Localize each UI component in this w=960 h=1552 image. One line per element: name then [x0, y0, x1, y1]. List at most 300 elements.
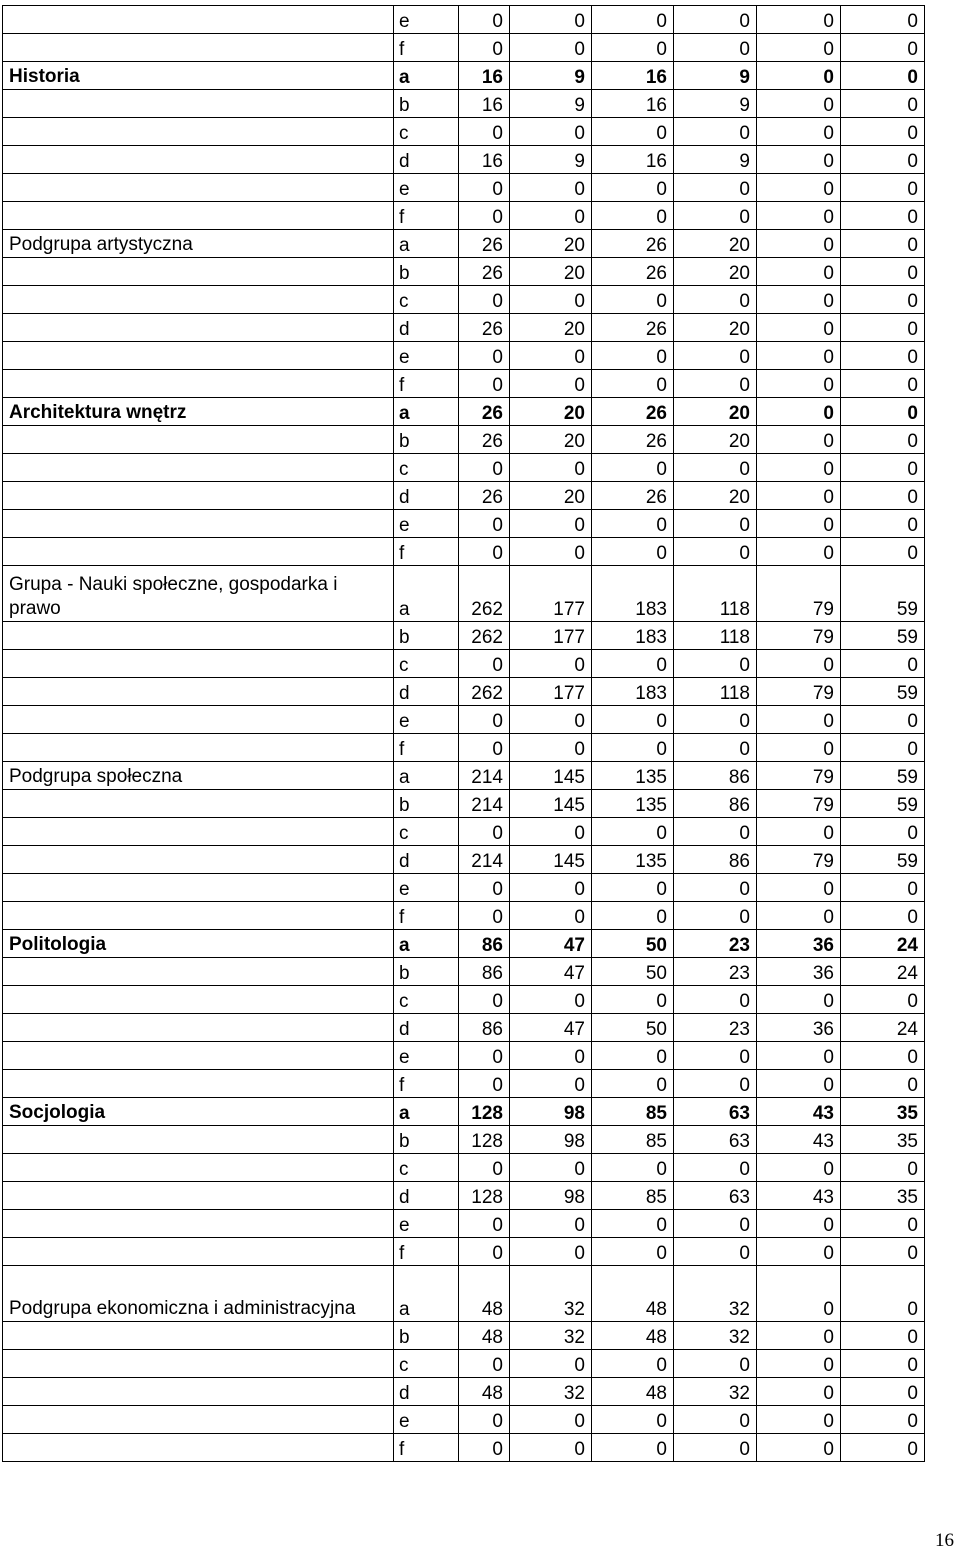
value-cell: 262 — [459, 566, 510, 622]
table-row — [3, 790, 925, 818]
row-label — [3, 1434, 394, 1462]
value-cell: 118 — [674, 622, 757, 650]
value-cell: 0 — [757, 650, 841, 678]
table-row — [3, 1126, 925, 1154]
value-cell: 0 — [592, 818, 674, 846]
row-letter: f — [394, 1238, 459, 1266]
row-letter: e — [394, 1406, 459, 1434]
value-cell: 0 — [459, 370, 510, 398]
table-row — [3, 874, 925, 902]
value-cell: 24 — [841, 958, 925, 986]
value-cell: 0 — [841, 902, 925, 930]
value-cell: 0 — [674, 1154, 757, 1182]
row-label — [3, 622, 394, 650]
row-letter: a — [394, 1266, 459, 1322]
value-cell: 0 — [841, 146, 925, 174]
value-cell: 20 — [510, 482, 592, 510]
table-row — [3, 1266, 925, 1322]
table-row — [3, 538, 925, 566]
value-cell: 0 — [510, 986, 592, 1014]
value-cell: 85 — [592, 1126, 674, 1154]
value-cell: 0 — [757, 1210, 841, 1238]
row-label — [3, 202, 394, 230]
row-label: Podgrupa ekonomiczna i administracyjna — [3, 1266, 394, 1322]
value-cell: 0 — [757, 230, 841, 258]
value-cell: 0 — [674, 1406, 757, 1434]
table-row — [3, 1406, 925, 1434]
value-cell: 0 — [841, 482, 925, 510]
value-cell: 0 — [459, 902, 510, 930]
value-cell: 26 — [459, 230, 510, 258]
value-cell: 0 — [757, 734, 841, 762]
value-cell: 0 — [757, 902, 841, 930]
value-cell: 98 — [510, 1126, 592, 1154]
table-row — [3, 314, 925, 342]
value-cell: 0 — [757, 706, 841, 734]
row-label — [3, 482, 394, 510]
value-cell: 0 — [841, 734, 925, 762]
value-cell: 0 — [459, 174, 510, 202]
value-cell: 0 — [592, 706, 674, 734]
value-cell: 0 — [510, 1210, 592, 1238]
table-row — [3, 482, 925, 510]
table-row — [3, 258, 925, 286]
value-cell: 177 — [510, 566, 592, 622]
value-cell: 0 — [510, 1154, 592, 1182]
value-cell: 79 — [757, 678, 841, 706]
row-letter: e — [394, 706, 459, 734]
value-cell: 0 — [757, 510, 841, 538]
value-cell: 0 — [841, 230, 925, 258]
table-row — [3, 202, 925, 230]
row-label — [3, 1322, 394, 1350]
table-row — [3, 1154, 925, 1182]
row-letter: a — [394, 1098, 459, 1126]
value-cell: 26 — [459, 482, 510, 510]
row-label — [3, 34, 394, 62]
row-letter: e — [394, 1210, 459, 1238]
value-cell: 0 — [592, 510, 674, 538]
value-cell: 26 — [592, 482, 674, 510]
value-cell: 85 — [592, 1182, 674, 1210]
table-row — [3, 1182, 925, 1210]
row-letter: e — [394, 6, 459, 34]
value-cell: 0 — [674, 454, 757, 482]
row-label — [3, 1154, 394, 1182]
value-cell: 0 — [757, 62, 841, 90]
row-letter: d — [394, 146, 459, 174]
value-cell: 183 — [592, 678, 674, 706]
table-row — [3, 118, 925, 146]
value-cell: 0 — [841, 258, 925, 286]
value-cell: 0 — [674, 1238, 757, 1266]
value-cell: 135 — [592, 790, 674, 818]
row-label — [3, 1350, 394, 1378]
row-letter: a — [394, 230, 459, 258]
table-row — [3, 930, 925, 958]
value-cell: 177 — [510, 678, 592, 706]
table-row — [3, 958, 925, 986]
value-cell: 0 — [841, 34, 925, 62]
value-cell: 0 — [510, 1434, 592, 1462]
value-cell: 36 — [757, 930, 841, 958]
value-cell: 20 — [510, 398, 592, 426]
value-cell: 0 — [592, 734, 674, 762]
value-cell: 43 — [757, 1126, 841, 1154]
value-cell: 0 — [592, 34, 674, 62]
value-cell: 9 — [674, 90, 757, 118]
table-row — [3, 650, 925, 678]
value-cell: 0 — [674, 902, 757, 930]
row-label: Politologia — [3, 930, 394, 958]
value-cell: 0 — [459, 342, 510, 370]
value-cell: 0 — [841, 510, 925, 538]
value-cell: 0 — [757, 370, 841, 398]
value-cell: 0 — [674, 286, 757, 314]
row-label — [3, 1210, 394, 1238]
value-cell: 0 — [592, 1070, 674, 1098]
table-row — [3, 174, 925, 202]
value-cell: 0 — [592, 1154, 674, 1182]
value-cell: 0 — [459, 706, 510, 734]
value-cell: 0 — [841, 1406, 925, 1434]
row-letter: f — [394, 202, 459, 230]
value-cell: 0 — [459, 1210, 510, 1238]
row-label — [3, 90, 394, 118]
value-cell: 0 — [459, 538, 510, 566]
value-cell: 0 — [757, 454, 841, 482]
value-cell: 26 — [459, 258, 510, 286]
value-cell: 0 — [592, 286, 674, 314]
row-letter: e — [394, 342, 459, 370]
value-cell: 32 — [510, 1378, 592, 1406]
value-cell: 0 — [592, 902, 674, 930]
row-letter: d — [394, 1182, 459, 1210]
row-letter: d — [394, 1378, 459, 1406]
value-cell: 0 — [674, 1350, 757, 1378]
row-label — [3, 146, 394, 174]
value-cell: 16 — [459, 90, 510, 118]
row-label — [3, 258, 394, 286]
value-cell: 32 — [510, 1266, 592, 1322]
value-cell: 50 — [592, 958, 674, 986]
value-cell: 0 — [841, 706, 925, 734]
row-letter: f — [394, 902, 459, 930]
row-label — [3, 958, 394, 986]
value-cell: 0 — [510, 34, 592, 62]
value-cell: 48 — [592, 1266, 674, 1322]
row-letter: f — [394, 34, 459, 62]
value-cell: 0 — [757, 1378, 841, 1406]
value-cell: 0 — [757, 538, 841, 566]
row-letter: d — [394, 1014, 459, 1042]
value-cell: 0 — [674, 734, 757, 762]
table-row — [3, 454, 925, 482]
value-cell: 0 — [674, 986, 757, 1014]
value-cell: 0 — [510, 370, 592, 398]
value-cell: 0 — [674, 874, 757, 902]
value-cell: 16 — [592, 90, 674, 118]
row-label — [3, 1378, 394, 1406]
table-row — [3, 1238, 925, 1266]
row-letter: d — [394, 846, 459, 874]
value-cell: 0 — [459, 1154, 510, 1182]
value-cell: 59 — [841, 678, 925, 706]
value-cell: 0 — [592, 342, 674, 370]
table-row — [3, 510, 925, 538]
value-cell: 47 — [510, 958, 592, 986]
value-cell: 0 — [674, 6, 757, 34]
value-cell: 9 — [674, 62, 757, 90]
table-row — [3, 706, 925, 734]
value-cell: 0 — [841, 874, 925, 902]
row-label — [3, 1406, 394, 1434]
value-cell: 26 — [459, 426, 510, 454]
value-cell: 43 — [757, 1182, 841, 1210]
table-row — [3, 902, 925, 930]
value-cell: 98 — [510, 1182, 592, 1210]
value-cell: 16 — [459, 146, 510, 174]
row-label — [3, 818, 394, 846]
row-letter: c — [394, 986, 459, 1014]
table-row — [3, 678, 925, 706]
value-cell: 48 — [592, 1378, 674, 1406]
value-cell: 0 — [510, 1042, 592, 1070]
row-letter: f — [394, 734, 459, 762]
value-cell: 24 — [841, 930, 925, 958]
row-letter: d — [394, 678, 459, 706]
value-cell: 0 — [757, 202, 841, 230]
value-cell: 98 — [510, 1098, 592, 1126]
row-label — [3, 986, 394, 1014]
value-cell: 0 — [674, 1042, 757, 1070]
value-cell: 0 — [757, 6, 841, 34]
row-letter: e — [394, 1042, 459, 1070]
row-label — [3, 1042, 394, 1070]
value-cell: 0 — [510, 650, 592, 678]
value-cell: 0 — [510, 706, 592, 734]
row-label — [3, 678, 394, 706]
value-cell: 0 — [592, 874, 674, 902]
row-letter: b — [394, 958, 459, 986]
value-cell: 0 — [459, 874, 510, 902]
value-cell: 20 — [674, 314, 757, 342]
table-row — [3, 762, 925, 790]
row-letter: b — [394, 258, 459, 286]
row-letter: c — [394, 818, 459, 846]
value-cell: 145 — [510, 790, 592, 818]
row-label — [3, 790, 394, 818]
value-cell: 0 — [592, 370, 674, 398]
row-label — [3, 174, 394, 202]
value-cell: 26 — [592, 258, 674, 286]
value-cell: 35 — [841, 1098, 925, 1126]
value-cell: 0 — [757, 1042, 841, 1070]
row-label — [3, 1014, 394, 1042]
value-cell: 135 — [592, 846, 674, 874]
value-cell: 0 — [841, 1154, 925, 1182]
table-row — [3, 146, 925, 174]
value-cell: 59 — [841, 762, 925, 790]
value-cell: 0 — [841, 174, 925, 202]
value-cell: 0 — [459, 6, 510, 34]
value-cell: 0 — [592, 1238, 674, 1266]
value-cell: 0 — [841, 1238, 925, 1266]
row-letter: c — [394, 118, 459, 146]
table-row — [3, 1014, 925, 1042]
value-cell: 0 — [841, 62, 925, 90]
value-cell: 79 — [757, 790, 841, 818]
table-row — [3, 1070, 925, 1098]
value-cell: 0 — [757, 986, 841, 1014]
value-cell: 16 — [592, 146, 674, 174]
row-label — [3, 538, 394, 566]
value-cell: 0 — [459, 1406, 510, 1434]
row-letter: a — [394, 762, 459, 790]
row-letter: b — [394, 426, 459, 454]
row-label — [3, 650, 394, 678]
table-row — [3, 1210, 925, 1238]
table-row — [3, 566, 925, 622]
value-cell: 0 — [510, 1238, 592, 1266]
value-cell: 0 — [674, 650, 757, 678]
row-label — [3, 510, 394, 538]
value-cell: 0 — [510, 874, 592, 902]
value-cell: 0 — [510, 902, 592, 930]
value-cell: 32 — [510, 1322, 592, 1350]
row-letter: c — [394, 1350, 459, 1378]
value-cell: 0 — [459, 34, 510, 62]
value-cell: 214 — [459, 846, 510, 874]
table-row — [3, 818, 925, 846]
value-cell: 50 — [592, 930, 674, 958]
value-cell: 0 — [757, 398, 841, 426]
value-cell: 26 — [592, 230, 674, 258]
value-cell: 0 — [674, 1210, 757, 1238]
table-row — [3, 90, 925, 118]
value-cell: 0 — [841, 538, 925, 566]
value-cell: 0 — [674, 118, 757, 146]
value-cell: 0 — [459, 1434, 510, 1462]
row-label — [3, 902, 394, 930]
value-cell: 20 — [674, 426, 757, 454]
value-cell: 48 — [592, 1322, 674, 1350]
row-label: Grupa - Nauki społeczne, gospodarka i prawo — [3, 566, 394, 622]
value-cell: 0 — [674, 34, 757, 62]
row-label — [3, 426, 394, 454]
table-row — [3, 1378, 925, 1406]
value-cell: 85 — [592, 1098, 674, 1126]
value-cell: 0 — [592, 118, 674, 146]
row-label — [3, 706, 394, 734]
value-cell: 36 — [757, 958, 841, 986]
value-cell: 0 — [510, 6, 592, 34]
value-cell: 0 — [592, 6, 674, 34]
value-cell: 128 — [459, 1126, 510, 1154]
value-cell: 0 — [841, 1378, 925, 1406]
value-cell: 0 — [674, 370, 757, 398]
value-cell: 59 — [841, 790, 925, 818]
value-cell: 0 — [841, 1322, 925, 1350]
value-cell: 0 — [674, 706, 757, 734]
value-cell: 0 — [674, 1434, 757, 1462]
value-cell: 0 — [757, 174, 841, 202]
table-row — [3, 6, 925, 34]
value-cell: 20 — [510, 230, 592, 258]
value-cell: 0 — [841, 454, 925, 482]
value-cell: 0 — [674, 538, 757, 566]
table-row — [3, 986, 925, 1014]
table-row — [3, 34, 925, 62]
value-cell: 20 — [674, 482, 757, 510]
value-cell: 0 — [674, 202, 757, 230]
value-cell: 86 — [459, 930, 510, 958]
value-cell: 0 — [459, 1042, 510, 1070]
value-cell: 0 — [841, 986, 925, 1014]
value-cell: 118 — [674, 678, 757, 706]
row-label — [3, 454, 394, 482]
value-cell: 9 — [674, 146, 757, 174]
value-cell: 0 — [510, 818, 592, 846]
statistics-table — [2, 5, 925, 1462]
value-cell: 0 — [510, 1406, 592, 1434]
row-letter: f — [394, 538, 459, 566]
value-cell: 0 — [592, 538, 674, 566]
value-cell: 0 — [841, 1042, 925, 1070]
row-label: Architektura wnętrz — [3, 398, 394, 426]
row-label — [3, 1070, 394, 1098]
value-cell: 0 — [757, 118, 841, 146]
row-letter: d — [394, 314, 459, 342]
value-cell: 32 — [674, 1378, 757, 1406]
value-cell: 0 — [459, 650, 510, 678]
value-cell: 20 — [510, 314, 592, 342]
value-cell: 9 — [510, 146, 592, 174]
value-cell: 0 — [592, 986, 674, 1014]
value-cell: 23 — [674, 1014, 757, 1042]
value-cell: 79 — [757, 846, 841, 874]
value-cell: 0 — [592, 1406, 674, 1434]
value-cell: 0 — [510, 118, 592, 146]
value-cell: 63 — [674, 1098, 757, 1126]
value-cell: 0 — [757, 90, 841, 118]
row-label — [3, 1182, 394, 1210]
value-cell: 16 — [592, 62, 674, 90]
value-cell: 0 — [841, 1070, 925, 1098]
row-label — [3, 286, 394, 314]
value-cell: 183 — [592, 622, 674, 650]
value-cell: 0 — [674, 1070, 757, 1098]
row-letter: d — [394, 482, 459, 510]
value-cell: 0 — [757, 258, 841, 286]
value-cell: 0 — [841, 90, 925, 118]
row-letter: a — [394, 398, 459, 426]
table-row — [3, 426, 925, 454]
value-cell: 0 — [841, 1210, 925, 1238]
row-label: Historia — [3, 62, 394, 90]
value-cell: 0 — [841, 6, 925, 34]
value-cell: 0 — [841, 1350, 925, 1378]
value-cell: 63 — [674, 1126, 757, 1154]
value-cell: 0 — [757, 1070, 841, 1098]
value-cell: 20 — [674, 398, 757, 426]
value-cell: 0 — [841, 314, 925, 342]
value-cell: 59 — [841, 622, 925, 650]
row-letter: c — [394, 286, 459, 314]
value-cell: 0 — [757, 286, 841, 314]
value-cell: 20 — [510, 426, 592, 454]
row-label — [3, 6, 394, 34]
